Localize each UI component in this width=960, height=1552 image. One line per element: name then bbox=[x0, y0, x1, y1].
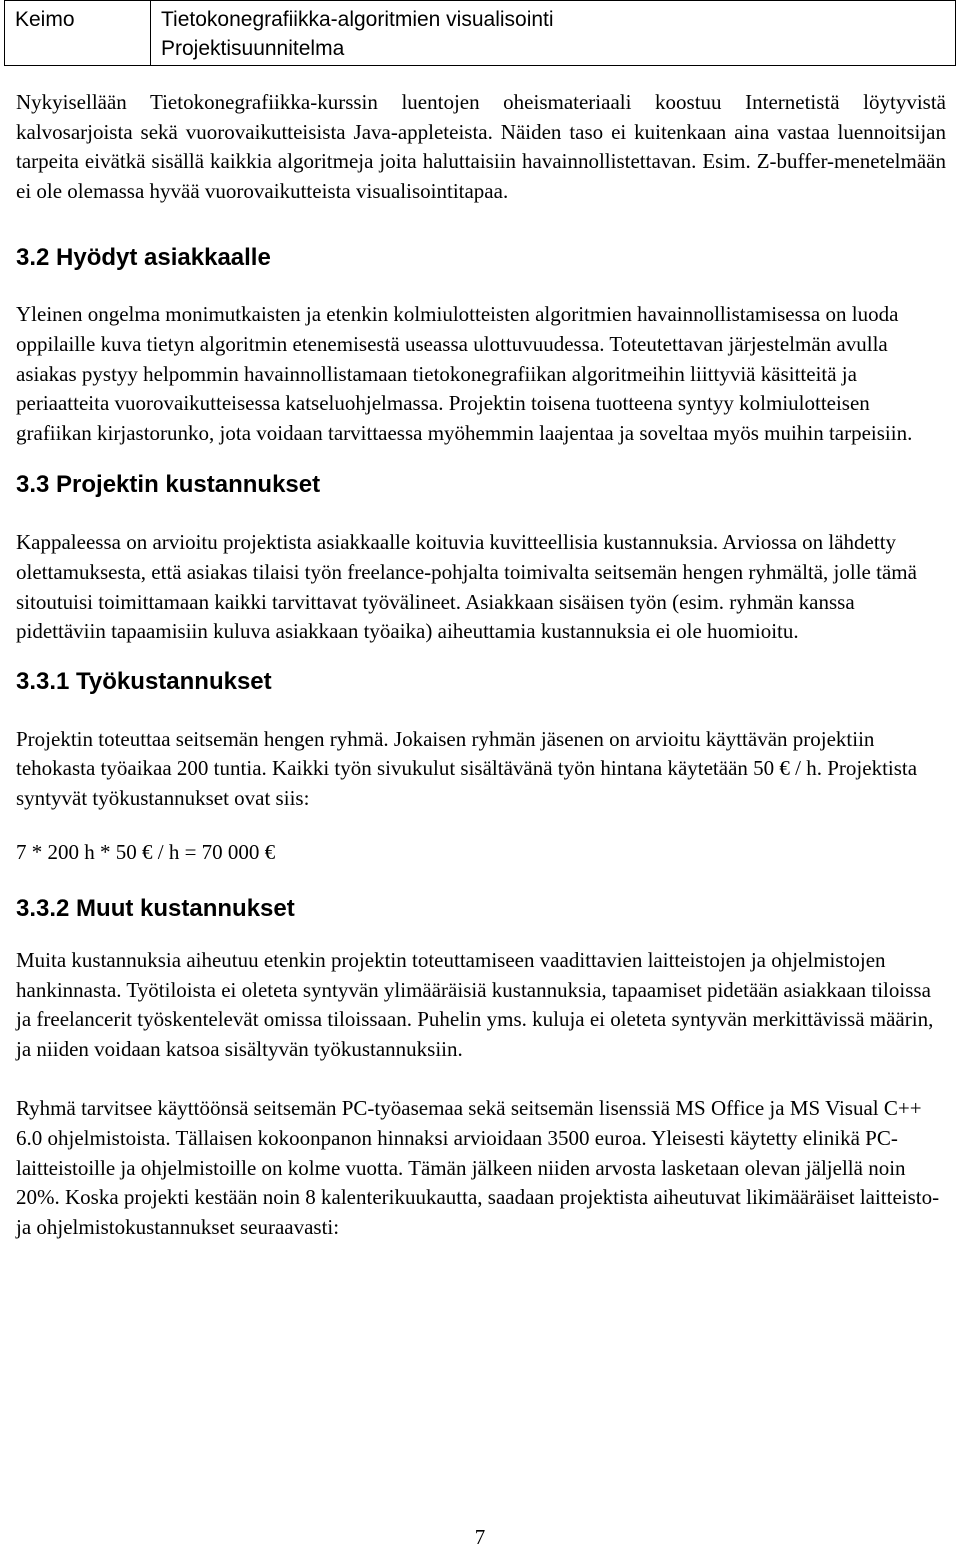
section-heading-3-3-1: 3.3.1 Työkustannukset bbox=[16, 667, 272, 695]
section-3-3-2-paragraph-1: Muita kustannuksia aiheutuu etenkin projektin toteuttamiseen vaadittavien laitteistojen ja ohjelmistojen hankinnasta. Työtiloista ei oleteta syntyvän ylimääräisiä kustannuksia, tapaamiset pidetään asiakkaan tiloissa ja freelancerit työskentelevät omissa tiloissaan. Puhelin yms. kuluja ei oleteta syntyvän merkittävissä määrin, ja niiden voidaan katsoa sisältyvän työkustannuksiin. bbox=[16, 948, 934, 1061]
document-subtitle: Projektisuunnitelma bbox=[161, 37, 345, 60]
document-header bbox=[4, 0, 956, 66]
author-cell bbox=[5, 1, 151, 66]
document-title: Tietokonegrafiikka-algoritmien visualisointi bbox=[161, 8, 554, 31]
author-name: Keimo bbox=[15, 8, 75, 31]
section-3-3-2-paragraph-2: Ryhmä tarvitsee käyttöönsä seitsemän PC-työasemaa sekä seitsemän lisenssiä MS Office ja MS Visual C++ 6.0 ohjelmistoista. Tällaisen kokoonpanon hinnaksi arvioidaan 3500 euroa. Yleisesti käytetty elinikä PC-laitteistoille ja ohjelmistoille on kolme vuotta. Tämän jälkeen niiden arvosta lasketaan olevan jäljellä noin 20%. Koska projekti kestään noin 8 kalenterikuukautta, saadaan projektista aiheutuvat likimääräiset laitteisto- ja ohjelmistokustannukset seuraavasti: bbox=[16, 1096, 940, 1239]
title-cell bbox=[151, 1, 956, 66]
cost-formula: 7 * 200 h * 50 € / h = 70 000 € bbox=[16, 839, 276, 864]
section-heading-3-3: 3.3 Projektin kustannukset bbox=[16, 471, 321, 499]
page-number: 7 bbox=[474, 1525, 486, 1549]
section-heading-3-3-2: 3.3.2 Muut kustannukset bbox=[16, 895, 295, 923]
section-3-3-1-paragraph: Projektin toteuttaa seitsemän hengen ryhmä. Jokaisen ryhmän jäsenen on arvioitu käyttävän projektiin tehokasta työaikaa 200 tuntia. Kaikki työn sivukulut sisältävänä työn hintana käytetään 50 € / h. Projektista syntyvät työkustannukset ovat siis: bbox=[16, 726, 918, 810]
section-3-3-paragraph: Kappaleessa on arvioitu projektista asiakkaalle koituvia kuvitteellisia kustannuksia. Arviossa on lähdetty olettamuksesta, että asiakas tilaisi työn freelance-pohjalta toimivalta seitsemän hengen ryhmältä, jolle tämä sitoutuisi toimittamaan kaikki tarvittavat työvälineet. Asiakkaan sisäisen työn (esim. ryhmän kanssa pidettäviin tapaamisiin kuluva asiakkaan työaika) aiheuttamia kustannuksia ei ole huomioitu. bbox=[16, 530, 917, 644]
section-3-2-paragraph: Yleinen ongelma monimutkaisten ja etenkin kolmiulotteisten algoritmien havainnollistamisessa on luoda oppilaille kuva tietyn algoritmin etenemisestä useassa ulottuvuudessa. Toteutettavan järjestelmän avulla asiakas pystyy helpommin havainnollistamaan tietokonegrafiikan algoritmeihin liittyviä käsitteitä ja periaatteita vuorovaikutteisessa katseluohjelmassa. Projektin toisena tuotteena syntyy kolmiulotteisen grafiikan kirjastorunko, jota voidaan tarvittaessa myöhemmin laajentaa ja soveltaa myös muihin tarpeisiin. bbox=[16, 302, 913, 445]
intro-paragraph: Nykyisellään Tietokonegrafiikka-kurssin luentojen oheismateriaali koostuu Internetistä löytyvistä kalvosarjoista sekä vuorovaikutteisista Java-appleteista. Näiden taso ei kuitenkaan aina vastaa luennoitsijan tarpeita eivätkä sisällä kaikkia algoritmeja joita haluttaisiin havainnollistettavan. Esim. Z-buffer-menetelmään ei ole olemassa hyvää vuorovaikutteista visualisointitapaa. bbox=[16, 90, 946, 203]
section-heading-3-2: 3.2 Hyödyt asiakkaalle bbox=[16, 244, 271, 272]
page-body bbox=[16, 88, 946, 1242]
